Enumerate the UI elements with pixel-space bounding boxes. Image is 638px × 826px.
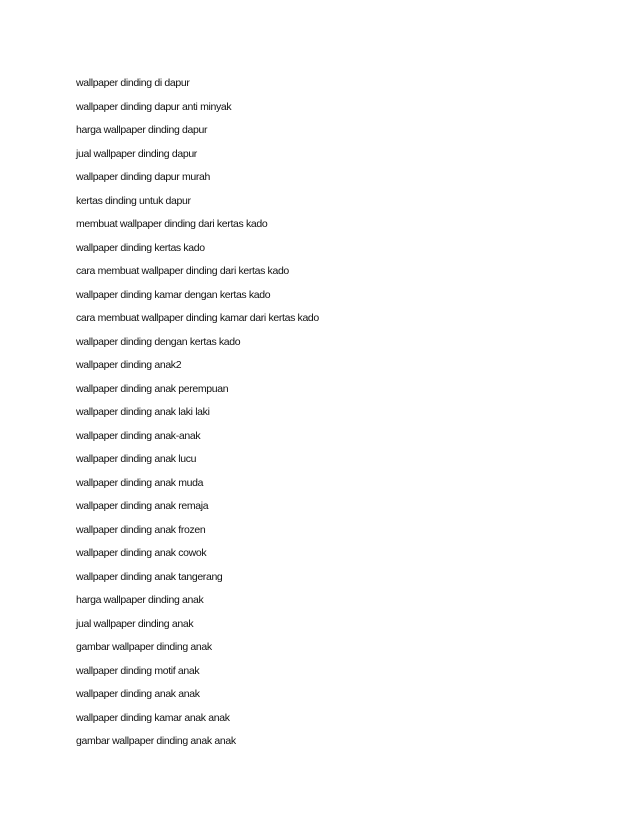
keyword-line: wallpaper dinding anak anak: [76, 688, 200, 700]
keyword-line: wallpaper dinding kamar dengan kertas kado: [76, 288, 271, 301]
keyword-line: wallpaper dinding motif anak: [76, 664, 200, 677]
keyword-line: wallpaper dinding anak laki laki: [76, 406, 210, 418]
keyword-line: kertas dinding untuk dapur: [76, 194, 191, 207]
keyword-line: wallpaper dinding di dapur: [76, 77, 190, 89]
keyword-line: cara membuat wallpaper dinding dari kertas kado: [76, 265, 289, 277]
keyword-line: wallpaper dinding dapur anti minyak: [76, 100, 232, 113]
keyword-line: jual wallpaper dinding anak: [76, 617, 194, 630]
keyword-line: wallpaper dinding anak tangerang: [76, 570, 223, 583]
keyword-line: wallpaper dinding anak muda: [76, 476, 204, 489]
keyword-line: wallpaper dinding kertas kado: [76, 241, 205, 254]
keyword-list: [76, 72, 319, 754]
keyword-line: wallpaper dinding anak2: [76, 359, 182, 371]
keyword-line: wallpaper dinding kamar anak anak: [76, 711, 230, 724]
keyword-line: wallpaper dinding anak remaja: [76, 500, 209, 512]
keyword-line: wallpaper dinding dengan kertas kado: [76, 335, 241, 348]
keyword-line: harga wallpaper dinding dapur: [76, 124, 208, 136]
keyword-line: membuat wallpaper dinding dari kertas kado: [76, 218, 268, 230]
keyword-line: harga wallpaper dinding anak: [76, 594, 204, 606]
keyword-line: wallpaper dinding dapur murah: [76, 171, 211, 183]
keyword-line: wallpaper dinding anak frozen: [76, 523, 206, 536]
keyword-line: gambar wallpaper dinding anak: [76, 641, 212, 653]
keyword-line: wallpaper dinding anak perempuan: [76, 382, 229, 395]
keyword-line: wallpaper dinding anak-anak: [76, 429, 201, 442]
keyword-line: cara membuat wallpaper dinding kamar dari kertas kado: [76, 312, 319, 324]
keyword-line: jual wallpaper dinding dapur: [76, 147, 197, 160]
keyword-line: wallpaper dinding anak lucu: [76, 453, 197, 465]
keyword-line: gambar wallpaper dinding anak anak: [76, 735, 236, 747]
keyword-line: wallpaper dinding anak cowok: [76, 547, 207, 559]
